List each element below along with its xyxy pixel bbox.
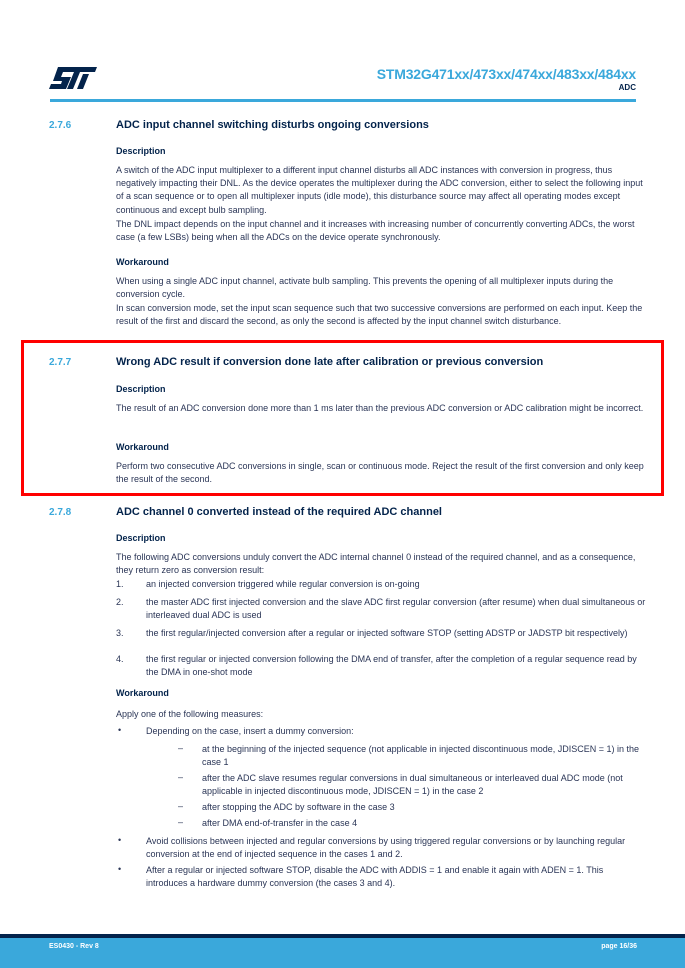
document-section-label: ADC bbox=[618, 83, 636, 92]
list-item: the first regular/injected conversion after a regular or injected software STOP (setting ADSTP or JADSTP bit respectively) bbox=[146, 628, 628, 638]
list-item: the master ADC first injected conversion and the slave ADC first regular conversion (after resume) when dual simultaneous or interleaved dual ADC is used bbox=[146, 597, 646, 621]
bullet-icon: • bbox=[118, 864, 122, 874]
description-paragraph: The DNL impact depends on the input channel and it increases with increasing number of concurrently converting ADCs, the worst case (a few LSBs) being when all the ADCs on the device operate synchronously. bbox=[116, 219, 635, 243]
sub-measure-item: after stopping the ADC by software in the case 3 bbox=[202, 802, 395, 812]
header-divider bbox=[50, 99, 636, 102]
dash-icon: – bbox=[178, 743, 184, 753]
workaround-paragraph: In scan conversion mode, set the input scan sequence such that two successive conversions are performed on each input. Keep the result of the first and discard the second, as only the second is affected by the input channel switch disturbance. bbox=[116, 303, 643, 327]
section-number: 2.7.7 bbox=[49, 357, 72, 368]
workaround-intro: Apply one of the following measures: bbox=[116, 709, 264, 719]
list-item: the first regular or injected conversion following the DMA end of transfer, after the completion of a regular sequence read by the DMA in one-shot mode bbox=[146, 654, 637, 678]
sub-measure-item: at the beginning of the injected sequence (not applicable in injected discontinuous mode, JDISCEN = 1) in the case 1 bbox=[202, 744, 640, 768]
section-title: Wrong ADC result if conversion done late after calibration or previous conversion bbox=[116, 356, 544, 368]
workaround-paragraph: Perform two consecutive ADC conversions in single, scan or continuous mode. Reject the result of the first conversion and only keep the result of the second. bbox=[116, 461, 644, 485]
dash-icon: – bbox=[178, 817, 184, 827]
section-title: ADC channel 0 converted instead of the required ADC channel bbox=[116, 506, 442, 518]
section-number: 2.7.8 bbox=[49, 507, 72, 518]
dash-icon: – bbox=[178, 801, 184, 811]
list-item-number: 1. bbox=[116, 579, 124, 589]
list-item-number: 2. bbox=[116, 597, 124, 607]
measure-item: Depending on the case, insert a dummy conversion: bbox=[146, 726, 354, 736]
st-logo-icon bbox=[49, 67, 97, 89]
bullet-icon: • bbox=[118, 725, 122, 735]
measure-item: Avoid collisions between injected and regular conversions by using triggered regular conversions or by launching regular conversion at the end of injected sequence in the cases 1 and 2. bbox=[146, 836, 626, 860]
workaround-heading: Workaround bbox=[116, 442, 169, 452]
description-heading: Description bbox=[116, 384, 166, 394]
workaround-heading: Workaround bbox=[116, 257, 169, 267]
list-item-number: 4. bbox=[116, 654, 124, 664]
dash-icon: – bbox=[178, 772, 184, 782]
workaround-heading: Workaround bbox=[116, 688, 169, 698]
measure-item: After a regular or injected software STOP, disable the ADC with ADDIS = 1 and enable it again with ADEN = 1. This introduces a hardware dummy conversion (the cases 3 and 4). bbox=[146, 865, 604, 889]
list-item-number: 3. bbox=[116, 628, 124, 638]
description-paragraph: A switch of the ADC input multiplexer to a different input channel disturbs all ADC instances with conversion in progress, thus negatively impacting their DNL. As the device operates the multiplexer during the ADC conversion, either to select the following input of a scan sequence or to open all multiplexer inputs (idle mode), this disturbance source may affect all operating modes except continuous and except bulb sampling. bbox=[116, 165, 643, 215]
description-heading: Description bbox=[116, 533, 166, 543]
description-paragraph: The result of an ADC conversion done more than 1 ms later than the previous ADC conversion or ADC calibration might be incorrect. bbox=[116, 403, 644, 413]
description-paragraph: The following ADC conversions unduly convert the ADC internal channel 0 instead of the required channel, and as a consequence, they return zero as conversion result: bbox=[116, 552, 636, 576]
section-title: ADC input channel switching disturbs ongoing conversions bbox=[116, 119, 429, 131]
section-number: 2.7.6 bbox=[49, 120, 72, 131]
page-number: page 16/36 bbox=[601, 943, 637, 950]
document-title: STM32G471xx/473xx/474xx/483xx/484xx bbox=[376, 66, 636, 82]
bullet-icon: • bbox=[118, 835, 122, 845]
list-item: an injected conversion triggered while regular conversion is on-going bbox=[146, 579, 420, 589]
sub-measure-item: after the ADC slave resumes regular conversions in dual simultaneous or interleaved dual ADC mode (not applicable in injected discontinuous mode, JDISCEN = 1) in the case 2 bbox=[202, 773, 623, 797]
document-id: ES0430 - Rev 8 bbox=[49, 943, 99, 950]
description-heading: Description bbox=[116, 146, 166, 156]
sub-measure-item: after DMA end-of-transfer in the case 4 bbox=[202, 818, 358, 828]
footer-band bbox=[0, 938, 685, 968]
workaround-paragraph: When using a single ADC input channel, activate bulb sampling. This prevents the opening of all multiplexer inputs during the conversion cycle. bbox=[116, 276, 614, 300]
